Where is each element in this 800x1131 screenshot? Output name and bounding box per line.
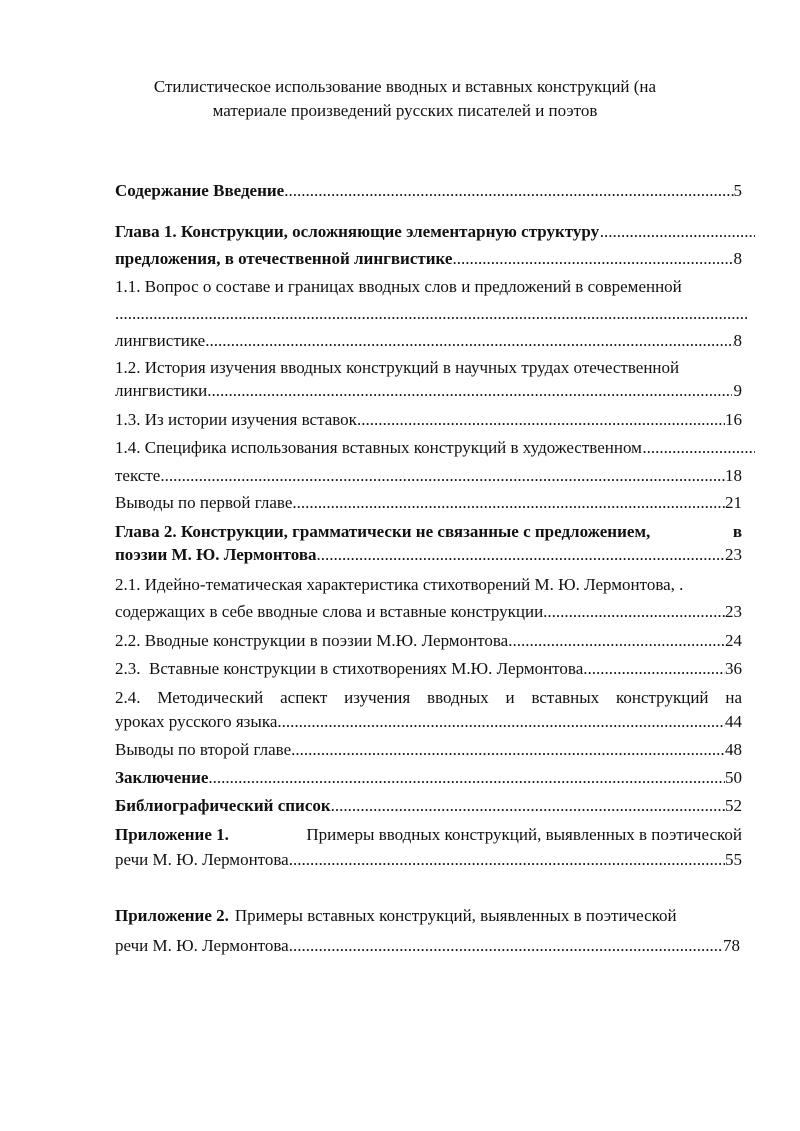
document-title <box>60 75 750 123</box>
page-number: 9 <box>733 381 742 400</box>
toc-entry-1-1-dots <box>115 303 747 325</box>
page-number: 8 <box>733 249 742 268</box>
leader-dots <box>115 303 747 325</box>
toc-section-title-cont: лингвистики <box>115 381 208 400</box>
toc-appendix-label: Приложение 2. <box>115 906 229 925</box>
toc-entry-2-1-cont <box>115 601 742 623</box>
leader-dots <box>543 601 725 623</box>
page-number: 23 <box>725 602 742 621</box>
page-number: 48 <box>725 740 742 759</box>
leader-dots <box>207 380 732 402</box>
toc-section-title-cont: тексте <box>115 466 161 485</box>
toc-section-title-cont: лингвистике <box>115 331 206 350</box>
toc-entry-chapter-2 <box>115 521 742 543</box>
page-number: 18 <box>725 466 742 485</box>
toc-section-title: Заключение <box>115 768 209 787</box>
toc-chapter-title-cont: предложения, в отечественной лингвистике <box>115 249 453 268</box>
page-number: 5 <box>733 181 742 200</box>
toc-entry-appendix-2-cont <box>115 935 740 957</box>
toc-section-title: 1.1. Вопрос о составе и границах вводных слов и предложений в современной <box>115 277 682 296</box>
toc-appendix-title-cont: речи М. Ю. Лермонтова <box>115 850 289 869</box>
leader-dots <box>291 739 725 761</box>
toc-section-title: 2.4. Методический аспект изучения вводных и вставных конструкций на <box>115 688 742 707</box>
toc-section-title-cont: содержащих в себе вводные слова и вставные конструкции <box>115 602 544 621</box>
toc-chapter-title-end: в <box>732 522 742 541</box>
toc-chapter-title: Глава 1. Конструкции, осложняющие элементарную структуру <box>115 222 600 241</box>
toc-entry-1-2-cont <box>115 380 742 402</box>
toc-section-title: 1.3. Из истории изучения вставок <box>115 410 357 429</box>
toc-entry-2-1 <box>115 574 742 596</box>
toc-entry-appendix-1 <box>115 824 742 846</box>
leader-dots <box>357 409 725 431</box>
leader-dots <box>642 437 755 459</box>
toc-entry-1-3 <box>115 409 742 431</box>
leader-dots <box>205 330 733 352</box>
page-number: 21 <box>725 493 742 512</box>
toc-section-title: Выводы по первой главе <box>115 493 293 512</box>
leader-dots <box>289 935 723 957</box>
toc-section-title: 2.3. Вставные конструкции в стихотворениях М.Ю. Лермонтова <box>115 659 584 678</box>
toc-chapter-title: Глава 2. Конструкции, грамматически не связанные с предложением, <box>115 522 651 541</box>
toc-section-title: 2.2. Вводные конструкции в поэзии М.Ю. Лермонтова <box>115 631 509 650</box>
toc-appendix-title-cont: речи М. Ю. Лермонтова <box>115 936 289 955</box>
leader-dots <box>289 849 725 871</box>
toc-entry-2-4-cont <box>115 711 742 733</box>
leader-dots <box>284 180 733 202</box>
toc-contents-label: Содержание Введение <box>115 181 285 200</box>
title-line-2: материале произведений русских писателей и поэтов <box>212 101 598 120</box>
page-number: 16 <box>725 410 742 429</box>
toc-entry-appendix-1-cont <box>115 849 742 871</box>
page-number: 8 <box>733 331 742 350</box>
toc-appendix-title: Примеры вводных конструкций, выявленных в поэтической <box>306 825 742 844</box>
toc-chapter-title-cont: поэзии М. Ю. Лермонтова <box>115 545 317 564</box>
page-number: 52 <box>725 796 742 815</box>
toc-entry-chapter-1-cont <box>115 248 742 270</box>
toc-section-title-cont: уроках русского языка <box>115 712 278 731</box>
leader-dots <box>292 492 725 514</box>
toc-section-title: Библиографический список <box>115 796 331 815</box>
toc-entry-1-4 <box>115 437 755 459</box>
toc-entry-2-4 <box>115 687 742 709</box>
page-number: 44 <box>725 712 742 731</box>
toc-entry-chapter-2-cont <box>115 544 742 566</box>
leader-dots <box>508 630 725 652</box>
toc-entry-1-4-cont <box>115 465 742 487</box>
toc-entry-conclusions-2 <box>115 739 742 761</box>
page-number: 23 <box>725 545 742 564</box>
toc-entry-1-1-cont <box>115 330 742 352</box>
toc-section-title: Выводы по второй главе <box>115 740 292 759</box>
leader-dots <box>208 767 725 789</box>
leader-dots <box>600 221 755 243</box>
toc-entry-appendix-2 <box>115 905 740 927</box>
toc-section-title: 2.1. Идейно-тематическая характеристика стихотворений М. Ю. Лермонтова, . <box>115 575 684 594</box>
page-number: 50 <box>725 768 742 787</box>
toc-appendix-title: Примеры вставных конструкций, выявленных в поэтической <box>234 906 677 925</box>
toc-entry-2-2 <box>115 630 742 652</box>
toc-entry-introduction <box>115 180 742 202</box>
toc-section-title: 1.2. История изучения вводных конструкций в научных трудах отечественной <box>115 358 680 377</box>
toc-section-title: 1.4. Специфика использования вставных конструкций в художественном <box>115 438 642 457</box>
toc-entry-bibliography <box>115 795 742 817</box>
leader-dots <box>452 248 733 270</box>
leader-dots <box>277 711 725 733</box>
toc-entry-chapter-1 <box>115 221 755 243</box>
toc-entry-conclusion <box>115 767 742 789</box>
leader-dots <box>331 795 725 817</box>
toc-entry-2-3 <box>115 658 742 680</box>
page-number: 78 <box>723 936 740 955</box>
toc-entry-1-1 <box>115 276 742 298</box>
toc-appendix-label: Приложение 1. <box>115 825 229 844</box>
page-number: 36 <box>725 659 742 678</box>
leader-dots <box>160 465 725 487</box>
page-number: 55 <box>725 850 742 869</box>
title-line-1: Стилистическое использование вводных и вставных конструкций (на <box>153 77 657 96</box>
toc-entry-1-2 <box>115 357 742 379</box>
leader-dots <box>583 658 725 680</box>
toc-entry-conclusions-1 <box>115 492 742 514</box>
leader-dots <box>317 544 725 566</box>
page-number: 24 <box>725 631 742 650</box>
